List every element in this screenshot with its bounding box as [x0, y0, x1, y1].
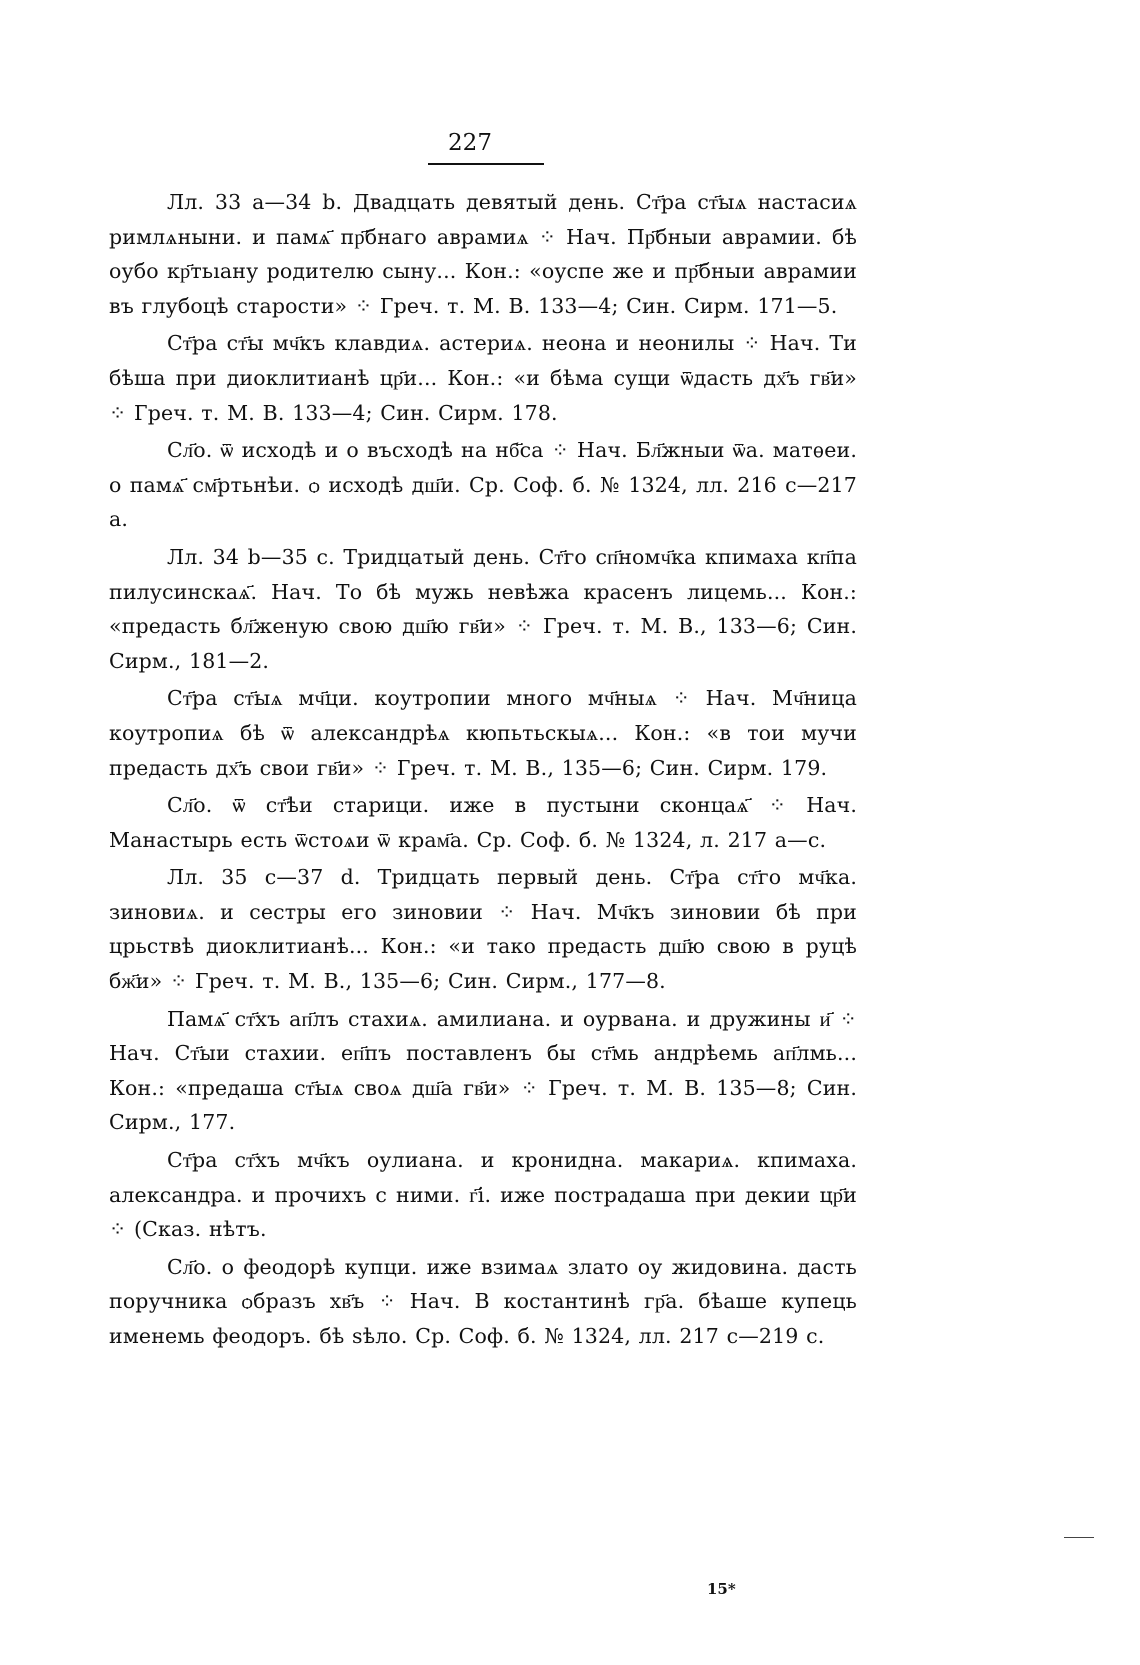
- page-number: 227: [448, 130, 492, 156]
- catalog-entry: Лл. 33 a—34 b. Двадцать девятый день. Ст҃ра ст҃ыѧ настасиѧ римлѧныни. и памѧ҃ пр҃бнаго аврамиѧ ⁘ Нач. Пр҃бныи аврамии. бѣ оубо кр҃тьıану родителю сыну... Кон.: «оуспе же и пр҃бныи аврамии въ глубоцѣ старости» ⁘ Греч. т. М. В. 133—4; Син. Сирм. 171—5.: [109, 190, 857, 318]
- catalog-entry: Ст҃ра ст҃хъ мч҃къ оулиана. и кронидна. макариѧ. кпимаха. александра. и прочихъ с ними. г҃і. иже пострадаша при декии цр҃и ⁘ (Сказ. нѣтъ.: [109, 1148, 857, 1242]
- catalog-entry: Сл҃о. о феодорѣ купци. иже взимаѧ злато оу жидовина. дасть поручника ѻбразъ хв҃ъ ⁘ Нач. В костантинѣ гр҃а. бѣаше купець именемь феодоръ. бѣ ѕѣло. Ср. Соф. б. № 1324, лл. 217 c—219 c.: [109, 1254, 857, 1348]
- catalog-entries: [109, 185, 857, 1354]
- catalog-entry: Памѧ҃ ст҃хъ ап҃лъ стахиѧ. амилиана. и оурвана. и дружины и҃ ⁘ Нач. Ст҃ыи стахии. еп҃пъ поставленъ бы ст҃мь андрѣемь ап҃лмь... Кон.: «предаша ст҃ыѧ своѧ дш҃а гв҃и» ⁘ Греч. т. М. В. 135—8; Син. Сирм., 177.: [109, 1006, 857, 1135]
- printer-signature-mark: 15*: [707, 1580, 736, 1598]
- catalog-entry: Лл. 35 c—37 d. Тридцать первый день. Ст҃ра ст҃го мч҃ка. зиновиѧ. и сестры его зиновии ⁘ Нач. Мч҃къ зиновии бѣ при црьствѣ диоклитианѣ... Кон.: «и тако предасть дш҃ю свою в руцѣ бж҃и» ⁘ Греч. т. М. В., 135—6; Син. Сирм., 177—8.: [109, 865, 857, 994]
- catalog-entry: Сл҃о. ѿ ст҃ѣи старици. иже в пустыни сконцаѧ҃ ⁘ Нач. Манастырь есть ѿстоѧи ѿ крам҃а. Ср. Соф. б. № 1324, л. 217 a—c.: [109, 793, 857, 852]
- catalog-entry: Ст҃ра ст҃ыѧ мч҃ци. коутропии много мч҃ныѧ ⁘ Нач. Мч҃ница коутропиѧ бѣ ѿ александрѣѧ кюпьтьскыѧ... Кон.: «в тои мучи предасть дх҃ъ свои гв҃и» ⁘ Греч. т. М. В., 135—6; Син. Сирм. 179.: [109, 686, 857, 780]
- catalog-entry: Сл҃о. ѿ исходѣ и о въсходѣ на нб҃са ⁘ Нач. Бл҃жныи ѿа. матѳеи. о памѧ҃ см҃ртьнѣи. ѻ исходѣ дш҃и. Ср. Соф. б. № 1324, лл. 216 c—217 a.: [109, 438, 857, 532]
- catalog-entry: Ст҃ра ст҃ы мч҃къ клавдиѧ. астериѧ. неона и неонилы ⁘ Нач. Ти бѣша при диоклитианѣ цр҃и... Кон.: «и бѣма сущи ѿдасть дх҃ъ гв҃и» ⁘ Греч. т. М. В. 133—4; Син. Сирм. 178.: [109, 331, 857, 425]
- catalog-entry: Лл. 34 b—35 c. Тридцатый день. Ст҃го сп҃номч҃ка кпимаха кп҃па пилусинскаѧ҃. Нач. То бѣ мужь невѣжа красенъ лицемь... Кон.: «предасть бл҃женую свою дш҃ю гв҃и» ⁘ Греч. т. М. В., 133—6; Син. Сирм., 181—2.: [109, 544, 857, 673]
- page-number-rule: [428, 163, 544, 165]
- margin-rule-mark: [1064, 1537, 1094, 1538]
